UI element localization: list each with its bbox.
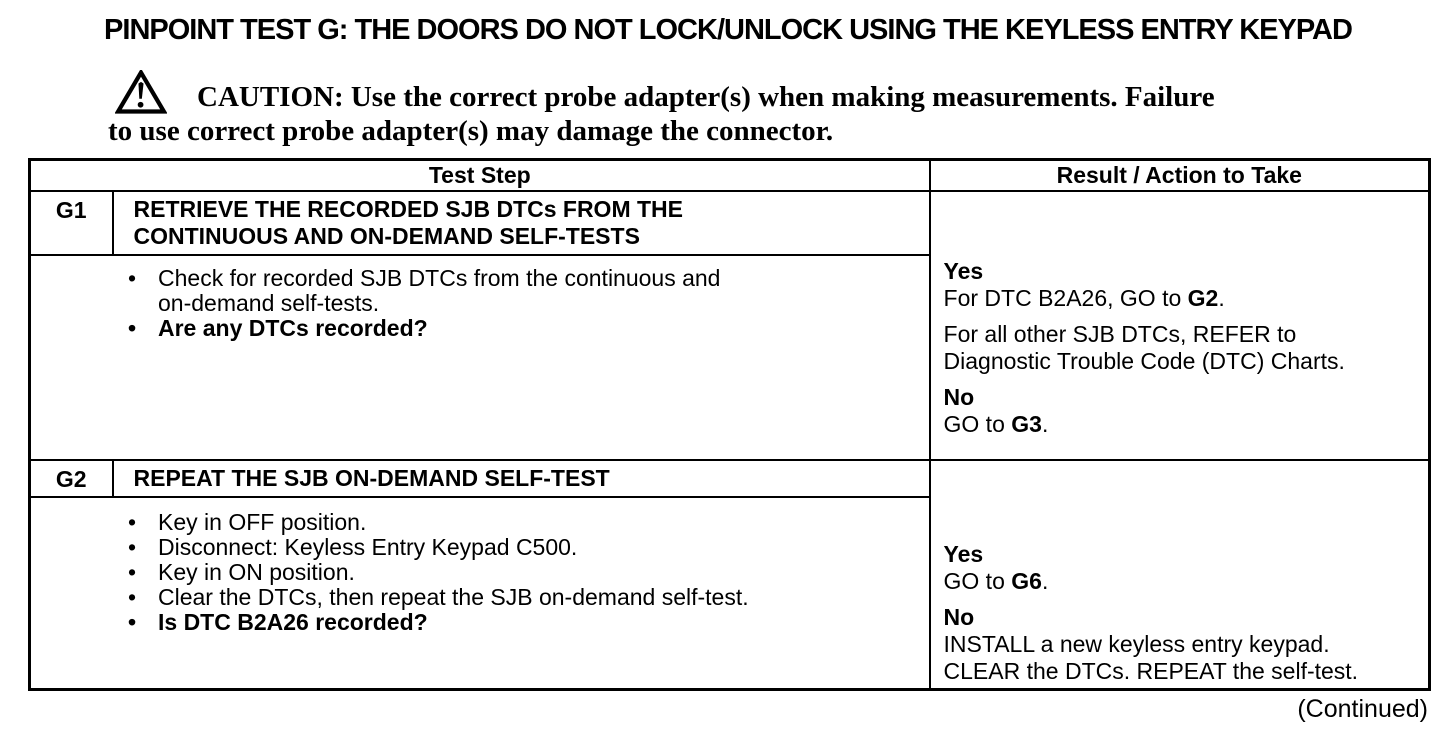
step-id-cell: G2 bbox=[30, 460, 113, 497]
result-text: Diagnostic Trouble Code (DTC) Charts. bbox=[943, 347, 1345, 374]
result-text-bold: Yes bbox=[943, 257, 984, 284]
result-line bbox=[944, 384, 1423, 411]
page-title: PINPOINT TEST G: THE DOORS DO NOT LOCK/UNLOCK USING THE KEYLESS ENTRY KEYPAD bbox=[104, 14, 1352, 46]
bullet-item bbox=[31, 266, 929, 316]
table-header-row bbox=[30, 160, 1430, 191]
step-g1-heading-row bbox=[30, 191, 1430, 255]
step-heading-cell bbox=[113, 460, 930, 497]
result-text: . bbox=[1041, 567, 1049, 594]
result-cell-g2 bbox=[930, 460, 1430, 690]
result-line bbox=[944, 321, 1423, 348]
bullet-text-line: Key in OFF position. bbox=[158, 508, 367, 535]
result-text: For all other SJB DTCs, REFER to bbox=[943, 320, 1297, 347]
step-id-cell: G1 bbox=[30, 191, 113, 255]
bullet-item bbox=[31, 585, 929, 610]
result-text-bold: No bbox=[943, 383, 975, 410]
table-header-test-step: Test Step bbox=[30, 160, 930, 191]
result-line bbox=[944, 604, 1423, 631]
bullet-icon: • bbox=[128, 508, 137, 535]
bullet-list bbox=[31, 510, 929, 635]
bullet-text-line: Are any DTCs recorded? bbox=[158, 314, 428, 341]
bullet-icon: • bbox=[128, 608, 137, 635]
continued-label: (Continued) bbox=[1297, 695, 1428, 723]
step-heading-line: RETRIEVE THE RECORDED SJB DTCs FROM THE bbox=[133, 195, 683, 222]
bullet-item bbox=[31, 535, 929, 560]
step-heading-cell bbox=[113, 191, 930, 255]
caution-line-2: to use correct probe adapter(s) may damage the connector. bbox=[108, 115, 834, 147]
result-line bbox=[944, 258, 1423, 285]
result-text-bold: G2 bbox=[1187, 284, 1219, 311]
caution-line-1 bbox=[108, 70, 1396, 114]
result-text-bold: Yes bbox=[943, 540, 984, 567]
bullet-text-line: Disconnect: Keyless Entry Keypad C500. bbox=[158, 533, 578, 560]
caution-note bbox=[108, 70, 1396, 148]
bullet-icon: • bbox=[128, 314, 137, 341]
result-line bbox=[944, 631, 1423, 658]
result-line bbox=[944, 348, 1423, 375]
bullet-item bbox=[31, 510, 929, 535]
bullet-icon: • bbox=[128, 583, 137, 610]
result-line bbox=[944, 658, 1423, 685]
result-text-bold: No bbox=[943, 603, 975, 630]
bullet-text-line: Is DTC B2A26 recorded? bbox=[158, 608, 428, 635]
bullet-list bbox=[31, 266, 929, 341]
bullet-text-line: Key in ON position. bbox=[158, 558, 355, 585]
result-text-bold: G3 bbox=[1011, 410, 1042, 437]
result-text: . bbox=[1041, 410, 1049, 437]
step-body-cell bbox=[30, 497, 930, 690]
bullet-item bbox=[31, 560, 929, 585]
step-g2-heading-row bbox=[30, 460, 1430, 497]
result-line bbox=[944, 411, 1423, 438]
pinpoint-test-table bbox=[28, 158, 1431, 691]
caution-text-line: CAUTION: Use the correct probe adapter(s) when making measurements. Failure bbox=[197, 81, 1215, 113]
result-line bbox=[944, 285, 1423, 312]
result-text-bold: G6 bbox=[1011, 567, 1042, 594]
result-text: CLEAR the DTCs. REPEAT the self-test. bbox=[943, 657, 1359, 684]
table-header-result: Result / Action to Take bbox=[930, 160, 1430, 191]
result-text: . bbox=[1218, 284, 1225, 311]
bullet-icon: • bbox=[128, 264, 137, 291]
warning-triangle-icon bbox=[115, 70, 167, 114]
step-body-cell bbox=[30, 255, 930, 460]
result-text: INSTALL a new keyless entry keypad. bbox=[943, 630, 1330, 657]
step-heading-line: CONTINUOUS AND ON-DEMAND SELF-TESTS bbox=[133, 222, 640, 249]
result-text: GO to bbox=[943, 410, 1012, 437]
step-heading-line: REPEAT THE SJB ON-DEMAND SELF-TEST bbox=[133, 464, 610, 491]
bullet-text-line: Check for recorded SJB DTCs from the continuous and bbox=[158, 264, 721, 291]
bullet-text-line: Clear the DTCs, then repeat the SJB on-demand self-test. bbox=[158, 583, 749, 610]
result-line bbox=[944, 568, 1423, 595]
bullet-item bbox=[31, 610, 929, 635]
bullet-item bbox=[31, 316, 929, 341]
bullet-icon: • bbox=[128, 533, 137, 560]
result-text: GO to bbox=[943, 567, 1012, 594]
bullet-icon: • bbox=[128, 558, 137, 585]
result-line bbox=[944, 541, 1423, 568]
result-text: For DTC B2A26, GO to bbox=[943, 284, 1188, 311]
result-cell-g1 bbox=[930, 191, 1430, 460]
bullet-text-line: on-demand self-tests. bbox=[158, 289, 380, 316]
